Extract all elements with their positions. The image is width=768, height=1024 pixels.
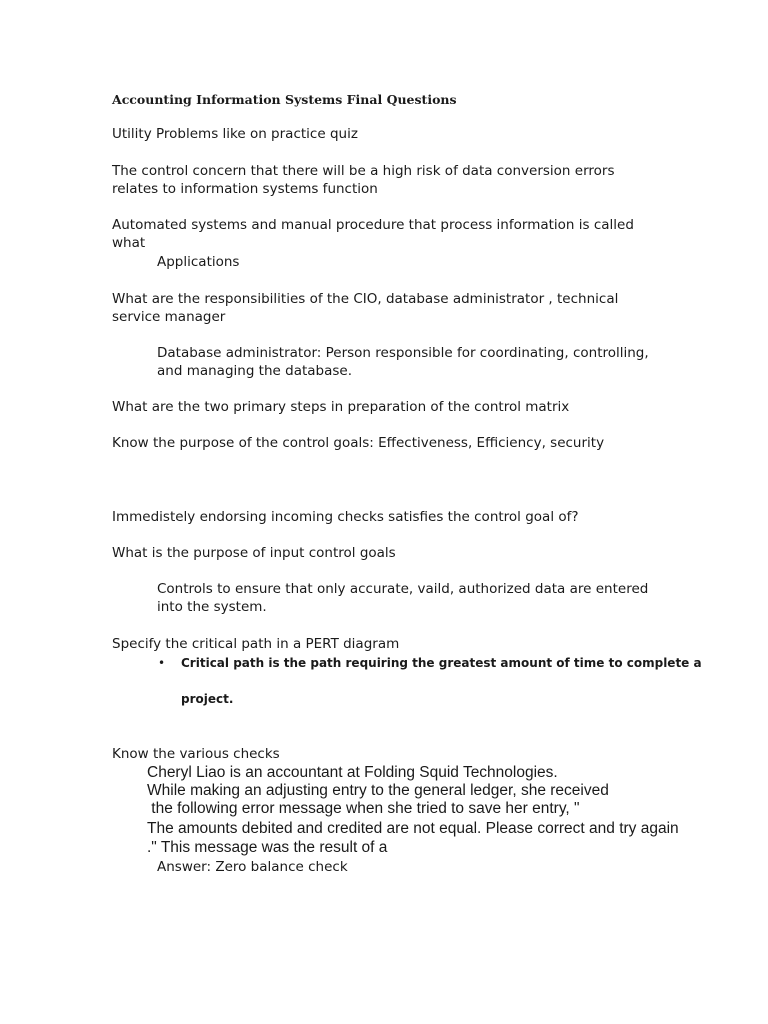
critical-path-answer-line-2: project. — [181, 692, 234, 706]
checks-question: Know the various checks — [112, 746, 280, 762]
checks-scenario-line-5: ." This message was the result of a — [147, 839, 388, 856]
automated-question-line-2: what — [112, 235, 146, 251]
responsibilities-question-line-1: What are the responsibilities of the CIO, database administrator , technical — [112, 291, 619, 307]
checks-scenario-line-2: While making an adjusting entry to the general ledger, she received — [147, 782, 609, 799]
input-control-answer-line-1: Controls to ensure that only accurate, vaild, authorized data are entered — [157, 581, 649, 597]
document-title: Accounting Information Systems Final Questions — [112, 92, 457, 107]
critical-path-question: Specify the critical path in a PERT diagram — [112, 636, 400, 652]
two-steps-question: What are the two primary steps in preparation of the control matrix — [112, 399, 570, 415]
bullet-marker: • — [158, 656, 166, 670]
critical-path-answer-line-1: Critical path is the path requiring the greatest amount of time to complete a — [181, 656, 702, 670]
checks-scenario-line-1: Cheryl Liao is an accountant at Folding Squid Technologies. — [147, 764, 558, 781]
checks-scenario-line-3: the following error message when she tried to save her entry, " — [147, 800, 580, 817]
responsibilities-question-line-2: service manager — [112, 309, 226, 325]
automated-answer: Applications — [157, 254, 240, 270]
utility-line: Utility Problems like on practice quiz — [112, 126, 358, 142]
input-control-answer-line-2: into the system. — [157, 599, 267, 615]
automated-question-line-1: Automated systems and manual procedure that process information is called — [112, 217, 634, 233]
checks-answer: Answer: Zero balance check — [157, 859, 348, 875]
responsibilities-answer-line-1: Database administrator: Person responsible for coordinating, controlling, — [157, 345, 649, 361]
control-goals-question: Know the purpose of the control goals: Effectiveness, Efficiency, security — [112, 435, 605, 451]
control-concern-line-1: The control concern that there will be a high risk of data conversion errors — [112, 163, 615, 179]
endorsing-question: Immedistely endorsing incoming checks satisfies the control goal of? — [112, 509, 579, 525]
responsibilities-answer-line-2: and managing the database. — [157, 363, 353, 379]
input-control-question: What is the purpose of input control goals — [112, 545, 396, 561]
checks-scenario-line-4: The amounts debited and credited are not equal. Please correct and try again — [147, 820, 679, 837]
control-concern-line-2: relates to information systems function — [112, 181, 378, 197]
